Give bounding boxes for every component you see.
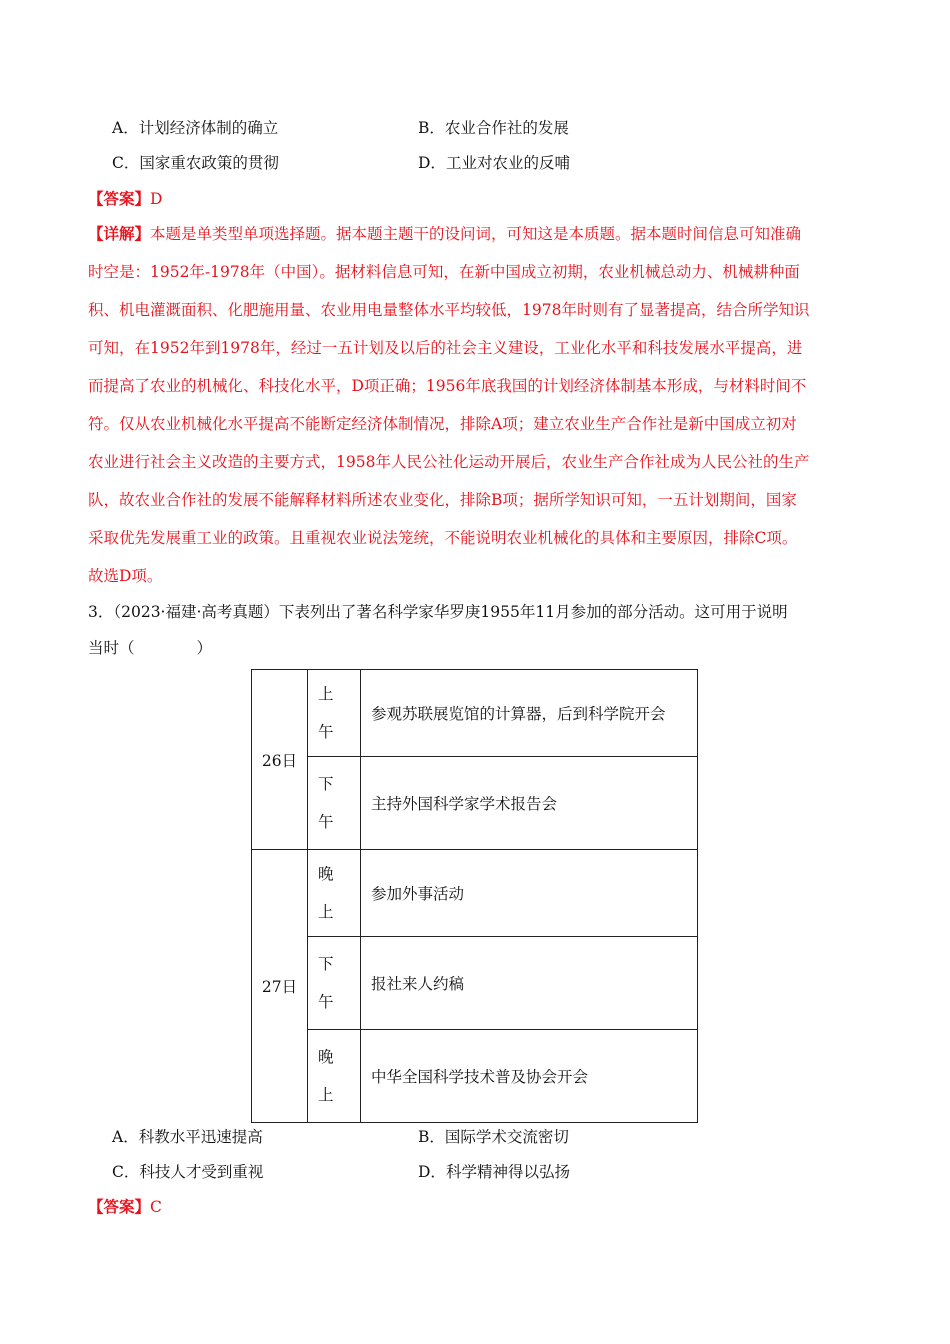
day-cell: 26日 — [252, 670, 308, 850]
option-letter: C． — [112, 154, 140, 172]
detail-line: 积、机电灌溉面积、化肥施用量、农业用电量整体水平均较低，1978年时则有了显著提高，结合所学知识 — [88, 301, 810, 319]
schedule-table — [251, 669, 698, 1123]
option-a — [112, 1127, 263, 1147]
activity-cell: 主持外国科学家学术报告会 — [361, 757, 698, 850]
option-letter: A． — [112, 119, 139, 137]
option-text: 工业对农业的反哺 — [445, 154, 570, 172]
question-stem: 3．（2023·福建·高考真题）下表列出了著名科学家华罗庚1955年11月参加的部分活动。这可用于说明 — [88, 603, 788, 621]
option-b — [418, 1127, 569, 1147]
option-text: 科学精神得以弘扬 — [445, 1163, 570, 1181]
day-cell: 27日 — [252, 850, 308, 1123]
activity-cell: 报社来人约稿 — [361, 937, 698, 1030]
option-letter: B． — [418, 1128, 445, 1146]
option-b — [418, 118, 569, 138]
option-c — [112, 1162, 263, 1182]
option-d — [418, 1162, 570, 1182]
option-letter: A． — [112, 1128, 139, 1146]
option-d — [418, 153, 570, 173]
table-row — [252, 937, 698, 1030]
option-letter: D． — [418, 1163, 446, 1181]
option-text: 国家重农政策的贯彻 — [139, 154, 279, 172]
option-text: 计划经济体制的确立 — [138, 119, 279, 137]
period-cell: 下 午 — [308, 757, 361, 850]
detail-tag: 【详解】 — [88, 224, 151, 243]
table-row — [252, 850, 698, 937]
detail-line: 而提高了农业的机械化、科技化水平，D项正确；1956年底我国的计划经济体制基本形成，与材料时间不 — [88, 377, 807, 395]
option-text: 科技人才受到重视 — [139, 1163, 264, 1181]
option-letter: B． — [418, 119, 445, 137]
option-a — [112, 118, 278, 138]
answer-tag: 【答案】 — [88, 189, 151, 208]
detail-line: 农业进行社会主义改造的主要方式，1958年人民公社化运动开展后，农业生产合作社成为人民公社的生产 — [88, 453, 810, 471]
table-row — [252, 1030, 698, 1123]
period-cell: 上 午 — [308, 670, 361, 757]
detail-line: 采取优先发展重工业的政策。且重视农业说法笼统，不能说明农业机械化的具体和主要原因，排除C项。 — [88, 529, 798, 547]
table-row — [252, 670, 698, 757]
table-row — [252, 757, 698, 850]
answer-value: C — [150, 1198, 162, 1216]
activity-cell: 参加外事活动 — [361, 850, 698, 937]
option-letter: D． — [418, 154, 446, 172]
option-c — [112, 153, 279, 173]
activity-cell: 参观苏联展览馆的计算器，后到科学院开会 — [361, 670, 698, 757]
answer-tag: 【答案】 — [88, 1197, 151, 1216]
option-text: 科教水平迅速提高 — [138, 1128, 263, 1146]
period-cell: 下 午 — [308, 937, 361, 1030]
detail-line: 故选D项。 — [88, 567, 163, 585]
answer-line — [88, 189, 162, 209]
answer-line — [88, 1197, 162, 1217]
option-letter: C． — [112, 1163, 140, 1181]
option-text: 农业合作社的发展 — [444, 119, 569, 137]
period-cell: 晚 上 — [308, 1030, 361, 1123]
detail-line: 【详解】本题是单类型单项选择题。据本题主题干的设问词，可知这是本质题。据本题时间信息可知准确 — [88, 224, 802, 243]
period-cell: 晚 上 — [308, 850, 361, 937]
detail-line: 时空是：1952年-1978年（中国）。据材料信息可知，在新中国成立初期，农业机械总动力、机械耕种面 — [88, 263, 800, 281]
detail-line: 符。仅从农业机械化水平提高不能断定经济体制情况，排除A项；建立农业生产合作社是新中国成立初对 — [88, 415, 797, 433]
question-stem-cont: 当时（ ） — [88, 639, 213, 657]
detail-line: 队，故农业合作社的发展不能解释材料所述农业变化，排除B项；据所学知识可知，一五计划期间，国家 — [88, 491, 797, 509]
answer-value: D — [150, 190, 163, 208]
detail-line: 可知，在1952年到1978年，经过一五计划及以后的社会主义建设，工业化水平和科技发展水平提高，进 — [88, 339, 803, 357]
option-text: 国际学术交流密切 — [444, 1128, 569, 1146]
activity-cell: 中华全国科学技术普及协会开会 — [361, 1030, 698, 1123]
